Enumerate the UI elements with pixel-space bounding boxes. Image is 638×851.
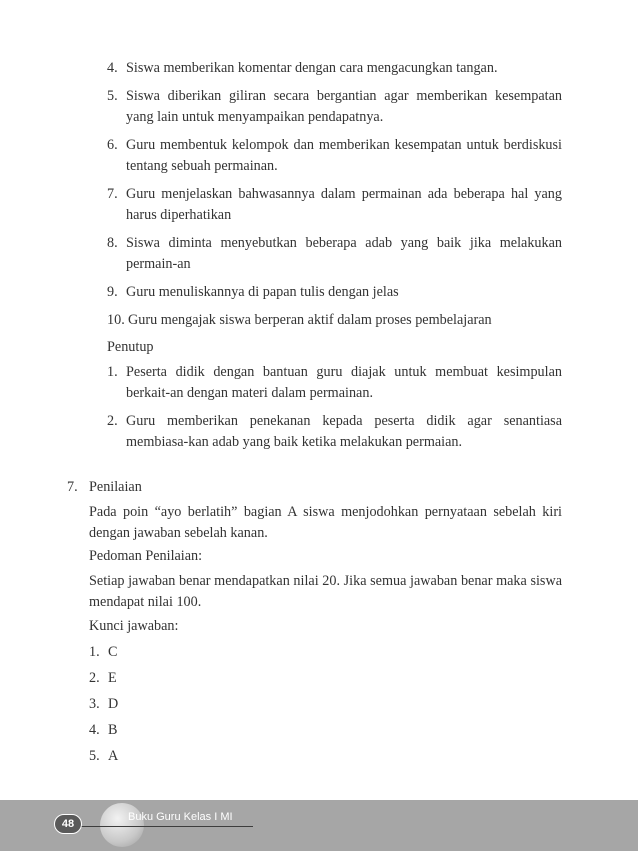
list-item-text: Guru menjelaskan bahwasannya dalam permainan ada beberapa hal yang harus diperhatikan (126, 186, 562, 223)
answer-key-answer: D (108, 696, 119, 712)
section-number-penilaian: 7. (67, 479, 78, 495)
list-item-text: Guru membentuk kelompok dan memberikan kesempatan untuk berdiskusi tentang sebuah permainan. (126, 137, 562, 174)
answer-key-number: 4. (89, 722, 100, 738)
answer-key-number: 5. (89, 748, 100, 764)
answer-key-item (89, 746, 209, 772)
answer-key-item (89, 642, 209, 668)
list-item (107, 135, 562, 177)
answer-key-number: 3. (89, 696, 100, 712)
list-item (107, 362, 562, 404)
answer-key-item (89, 720, 209, 746)
list-item-number: 1. (107, 364, 118, 380)
disc-icon (100, 803, 144, 847)
list-item (107, 411, 562, 453)
list-item-number: 7. (107, 186, 118, 202)
answer-key-list (89, 642, 209, 772)
list-item-number: 4. (107, 60, 118, 76)
list-item (107, 282, 562, 303)
list-item-number: 6. (107, 137, 118, 153)
list-item-text: Guru memberikan penekanan kepada peserta didik agar senantiasa membiasa-kan adab yang baik ketika melakukan permaian. (126, 413, 562, 450)
list-item-number: 5. (107, 88, 118, 104)
list-item-number: 9. (107, 284, 118, 300)
answer-key-item (89, 694, 209, 720)
answer-key-answer: E (108, 670, 117, 686)
activity-list (107, 58, 562, 338)
footer-divider (58, 826, 253, 827)
answer-key-answer: B (108, 722, 118, 738)
list-item-text: Guru menuliskannya di papan tulis dengan jelas (126, 284, 399, 300)
section-heading-penilaian: Penilaian (89, 479, 142, 495)
list-item (107, 58, 562, 79)
answer-key-number: 2. (89, 670, 100, 686)
penutup-list (107, 362, 562, 460)
answer-key-item (89, 668, 209, 694)
list-item-text: Siswa memberikan komentar dengan cara mengacungkan tangan. (126, 60, 498, 76)
pedoman-label: Pedoman Penilaian: (89, 548, 203, 564)
answer-key-answer: C (108, 644, 118, 660)
page-footer (0, 800, 638, 851)
section-heading-penutup: Penutup (107, 339, 154, 355)
list-item-text: Peserta didik dengan bantuan guru diajak untuk membuat kesimpulan berkait-an dengan materi dalam permainan. (126, 364, 562, 401)
list-item (107, 86, 562, 128)
list-item-text: Guru mengajak siswa berperan aktif dalam proses pembelajaran (128, 312, 492, 328)
list-item-number: 8. (107, 235, 118, 251)
pedoman-text: Setiap jawaban benar mendapatkan nilai 20. Jika semua jawaban benar maka siswa mendapat nilai 100. (89, 573, 562, 610)
kunci-label: Kunci jawaban: (89, 618, 179, 634)
book-title: Buku Guru Kelas I MI (128, 811, 233, 823)
list-item (107, 233, 562, 275)
list-item (107, 184, 562, 226)
list-item (107, 310, 562, 331)
answer-key-answer: A (108, 748, 119, 764)
answer-key-number: 1. (89, 644, 100, 660)
penilaian-intro: Pada poin “ayo berlatih” bagian A siswa menjodohkan pernyataan sebelah kiri dengan jawaban sebelah kanan. (89, 504, 562, 541)
list-item-number: 2. (107, 413, 118, 429)
list-item-text: Siswa diminta menyebutkan beberapa adab yang baik jika melakukan permain-an (126, 235, 562, 272)
list-item-text: Siswa diberikan giliran secara bergantian agar memberikan kesempatan yang lain untuk menyampaikan pendapatnya. (126, 88, 562, 125)
page-number-badge: 48 (54, 814, 82, 834)
list-item-number: 10. (107, 312, 125, 328)
